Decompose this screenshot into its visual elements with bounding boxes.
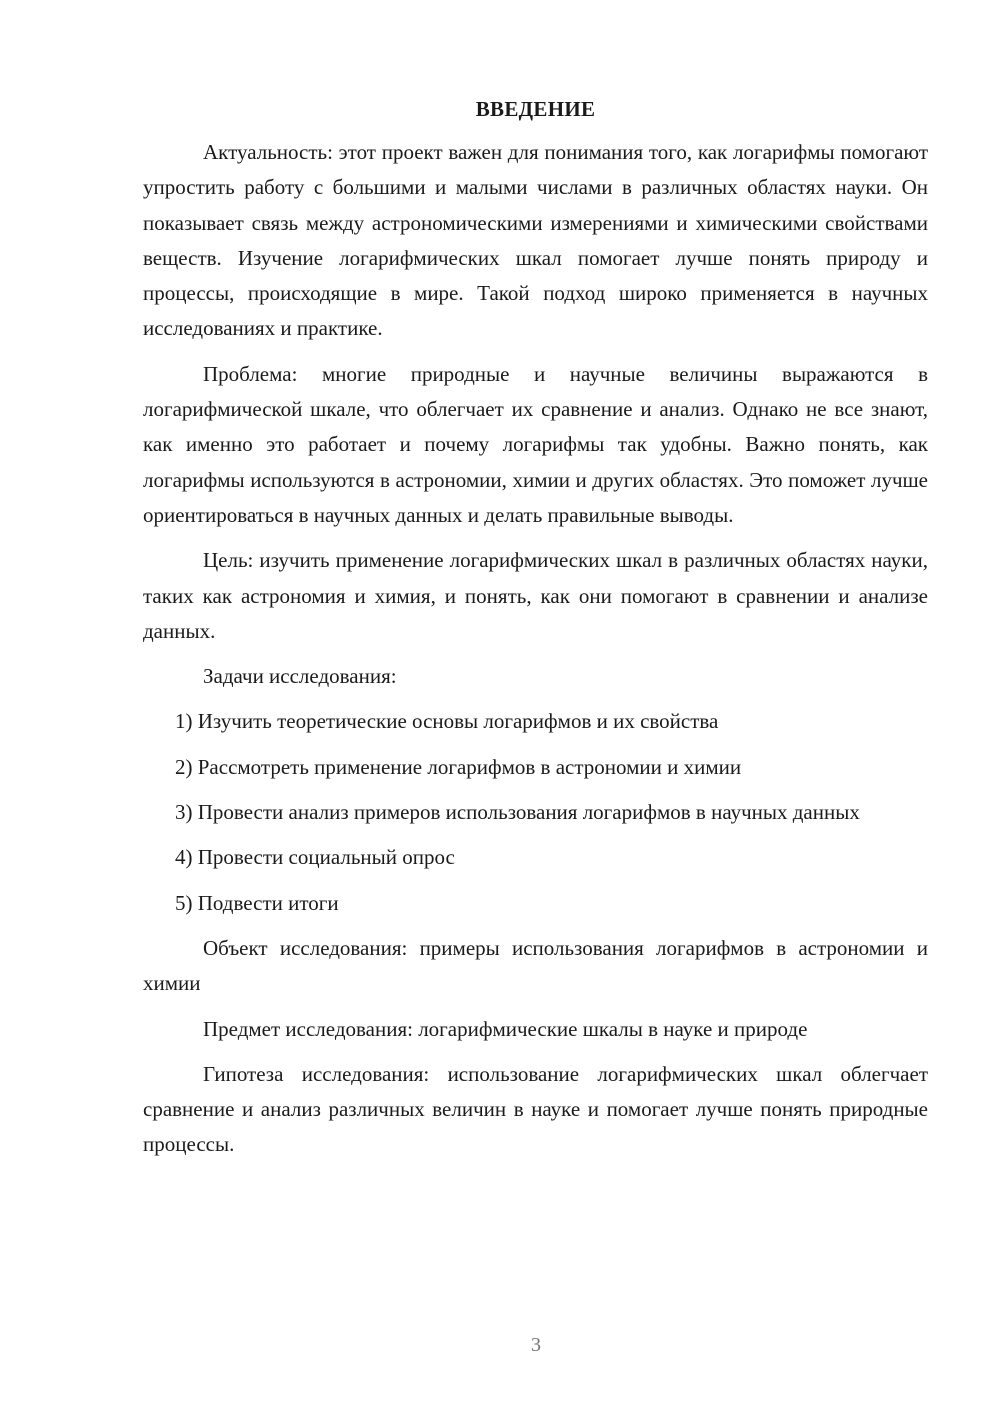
page-number: 3 <box>531 1334 541 1356</box>
task-item-1: 1) Изучить теоретические основы логарифмов и их свойства <box>175 709 719 734</box>
task-item-4: 4) Провести социальный опрос <box>175 845 455 870</box>
task-item-3: 3) Провести анализ примеров использования логарифмов в научных данных <box>175 800 860 825</box>
hypothesis-paragraph: Гипотеза исследования: использование логарифмических шкал облегчает сравнение и анализ различных величин в науке и помогает лучше понять природные процессы. <box>143 1061 928 1157</box>
problem-paragraph: Проблема: многие природные и научные величины выражаются в логарифмической шкале, что облегчает их сравнение и анализ. Однако не все знают, как именно это работает и почему логарифмы так удобны. Важно понять, как логарифмы используются в астрономии, химии и других областях. Это поможет лучше ориентироваться в научных данных и делать правильные выводы. <box>143 361 928 527</box>
document-page <box>143 92 928 1173</box>
tasks-title: Задачи исследования: <box>203 664 397 689</box>
task-item-5: 5) Подвести итоги <box>175 890 339 915</box>
goal-paragraph: Цель: изучить применение логарифмических шкал в различных областях науки, таких как астрономия и химия, и понять, как они помогают в сравнении и анализе данных. <box>143 548 928 643</box>
subject-paragraph: Предмет исследования: логарифмические шкалы в науке и природе <box>203 1016 808 1041</box>
object-paragraph: Объект исследования: примеры использования логарифмов в астрономии и химии <box>143 935 928 996</box>
page-title: ВВЕДЕНИЕ <box>475 97 596 121</box>
relevance-paragraph: Актуальность: этот проект важен для понимания того, как логарифмы помогают упростить работу с большими и малыми числами в различных областях науки. Он показывает связь между астрономическими измерениями и химическими свойствами веществ. Изучение логарифмических шкал помогает лучше понять природу и процессы, происходящие в мире. Такой подход широко применяется в научных исследованиях и практике. <box>143 140 928 341</box>
task-item-2: 2) Рассмотреть применение логарифмов в астрономии и химии <box>175 754 742 779</box>
